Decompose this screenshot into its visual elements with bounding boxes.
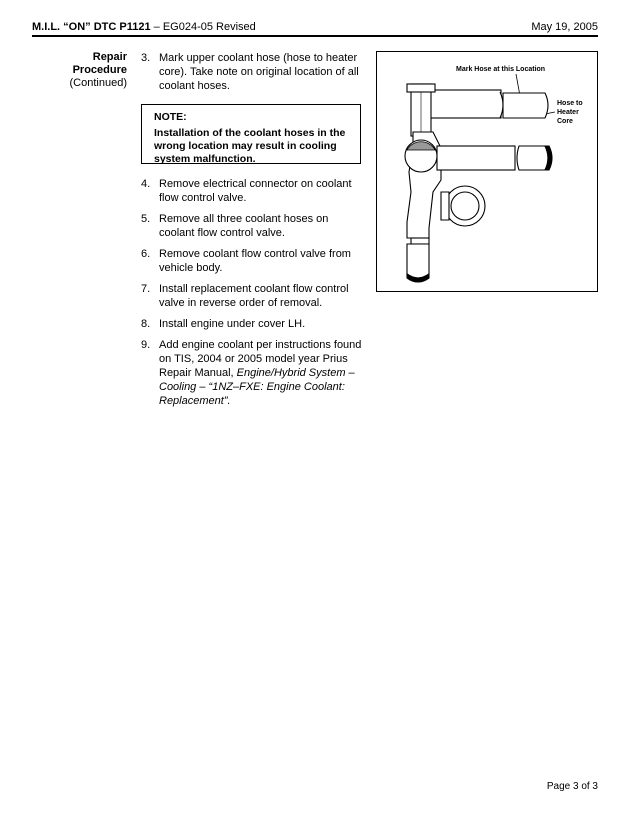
valve-diagram [376, 51, 598, 292]
step-number: 5. [141, 213, 151, 225]
note-box [141, 104, 361, 164]
step-number: 9. [141, 339, 151, 351]
procedure-steps [141, 51, 366, 408]
middle-hose [517, 146, 548, 170]
section-label-line1: Repair [92, 51, 127, 63]
header-rule [32, 35, 598, 37]
section-label-line3: (Continued) [69, 77, 127, 89]
upper-hose [503, 93, 548, 118]
header-title [32, 20, 256, 34]
step-number: 3. [141, 52, 151, 64]
step-3 [141, 51, 366, 93]
step-8 [141, 317, 366, 331]
step-5 [141, 212, 366, 240]
figure-label-side-2: Heater [557, 109, 579, 116]
step-text: Mark upper coolant hose (hose to heater core). Take note on original location of all coolant hoses. [159, 52, 359, 92]
step-text: Remove coolant flow control valve from vehicle body. [159, 248, 351, 274]
connector-ring-inner [451, 192, 479, 220]
note-text: Installation of the coolant hoses in the wrong location may result in cooling system malfunction. [154, 127, 346, 165]
figure-label-top: Mark Hose at this Location [456, 66, 546, 73]
step-number: 4. [141, 178, 151, 190]
step-9-reference: Engine/Hybrid System – Cooling – “1NZ–FXE: Engine Coolant: Replacement”. [159, 367, 355, 407]
header-title-bold: M.I.L. “ON” DTC P1121 [32, 21, 151, 33]
valve-illustration [377, 52, 597, 291]
middle-pipe [437, 146, 515, 170]
step-7 [141, 282, 366, 310]
step-9 [141, 338, 366, 408]
step-9-text: Add engine coolant per instructions found on TIS, 2004 or 2005 model year Prius Repair Manual, [159, 339, 362, 379]
lower-hose [407, 244, 429, 278]
step-4 [141, 177, 366, 205]
figure-label-side-1: Hose to [557, 100, 583, 107]
lower-flange [411, 238, 429, 244]
connector-stub [441, 192, 449, 220]
figure-label-side-3: Core [557, 118, 573, 125]
step-number: 8. [141, 318, 151, 330]
step-text: Remove electrical connector on coolant flow control valve. [159, 178, 352, 204]
page-header [32, 20, 598, 34]
step-number: 6. [141, 248, 151, 260]
step-text: Install engine under cover LH. [159, 318, 306, 330]
step-text: Install replacement coolant flow control valve in reverse order of removal. [159, 283, 349, 309]
section-label-line2: Procedure [72, 64, 127, 76]
step-6 [141, 247, 366, 275]
step-number: 7. [141, 283, 151, 295]
page-number: Page 3 of 3 [546, 781, 598, 792]
step-text [159, 338, 366, 408]
neck-cap [407, 84, 435, 92]
section-label [32, 51, 127, 90]
step-text: Remove all three coolant hoses on coolant flow control valve. [159, 213, 329, 239]
valve-body [405, 84, 552, 282]
header-title-rest: – EG024-05 Revised [150, 21, 256, 33]
header-date: May 19, 2005 [531, 21, 598, 33]
note-title: NOTE: [154, 111, 187, 123]
